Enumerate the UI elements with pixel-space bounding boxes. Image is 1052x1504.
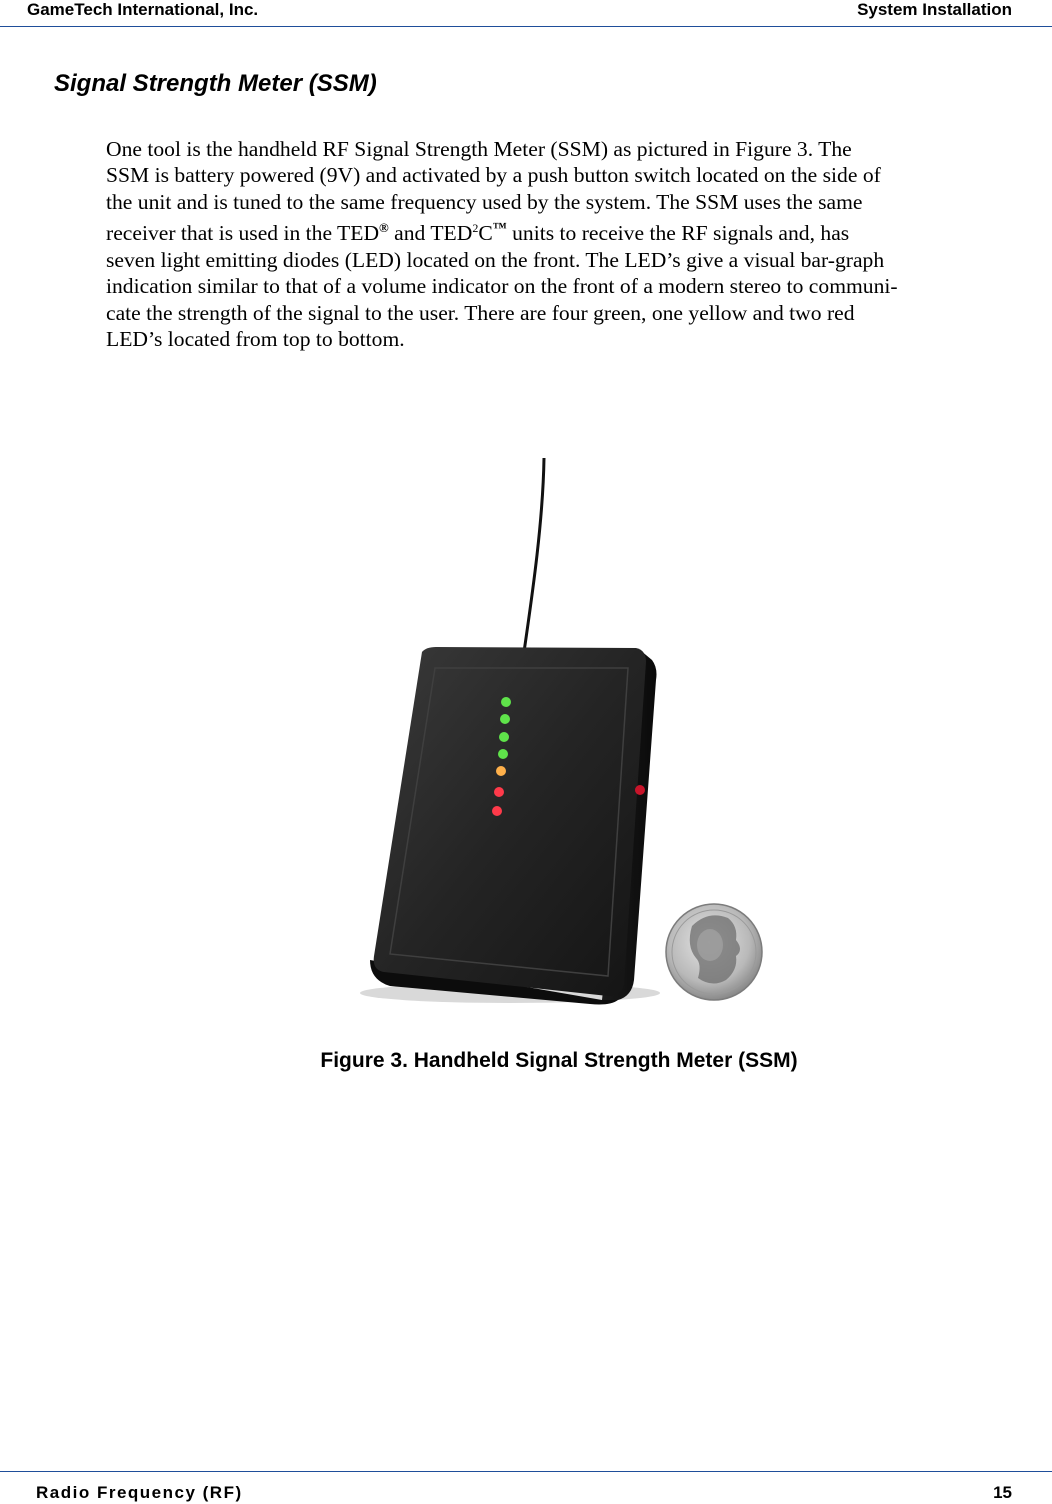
- side-button: [635, 785, 645, 795]
- body-line-mid: and TED: [388, 221, 473, 246]
- led-5: [496, 766, 506, 776]
- body-line-c: C: [478, 221, 493, 246]
- led-6: [494, 787, 504, 797]
- figure-caption: Figure 3. Handheld Signal Strength Meter (SSM): [320, 1049, 798, 1072]
- body-line-prefix: receiver that is used in the TED: [106, 221, 380, 246]
- body-paragraph: [106, 136, 1018, 352]
- body-line: cate the strength of the signal to the user. There are four green, one yellow and two red: [106, 300, 855, 325]
- led-2: [500, 714, 510, 724]
- led-1: [501, 697, 511, 707]
- section-title: Signal Strength Meter (SSM): [54, 70, 377, 97]
- body-line: LED’s located from top to bottom.: [106, 327, 405, 352]
- led-4: [498, 749, 508, 759]
- body-line: indication similar to that of a volume indicator on the front of a modern stereo to communi-: [106, 274, 898, 299]
- body-line: SSM is battery powered (9V) and activated by a push button switch located on the side of: [106, 163, 881, 188]
- antenna: [524, 458, 544, 652]
- led-7: [492, 806, 502, 816]
- footer-chapter: Radio Frequency (RF): [36, 1483, 243, 1502]
- ssm-photo-illustration: [340, 440, 800, 1020]
- ssm-photo: [340, 440, 800, 1020]
- superscript-two: 2: [472, 221, 479, 236]
- page-header: [0, 0, 1052, 27]
- header-company: GameTech International, Inc.: [27, 0, 259, 19]
- registered-mark: ®: [379, 220, 389, 236]
- led-3: [499, 732, 509, 742]
- page-footer: [0, 1471, 1052, 1504]
- body-line: seven light emitting diodes (LED) located on the front. The LED’s give a visual bar-graph: [106, 247, 885, 272]
- body-line-suffix: units to receive the RF signals and, has: [506, 221, 850, 246]
- body-line-trademarks: [106, 215, 1018, 247]
- page-number: 15: [993, 1483, 1012, 1502]
- body-line: the unit and is tuned to the same frequency used by the system. The SSM uses the same: [106, 189, 863, 214]
- body-line: One tool is the handheld RF Signal Strength Meter (SSM) as pictured in Figure 3. The: [106, 137, 852, 161]
- header-section: System Installation: [857, 0, 1012, 19]
- trademark-mark: ™: [492, 221, 507, 237]
- quarter-coin: [666, 904, 762, 1000]
